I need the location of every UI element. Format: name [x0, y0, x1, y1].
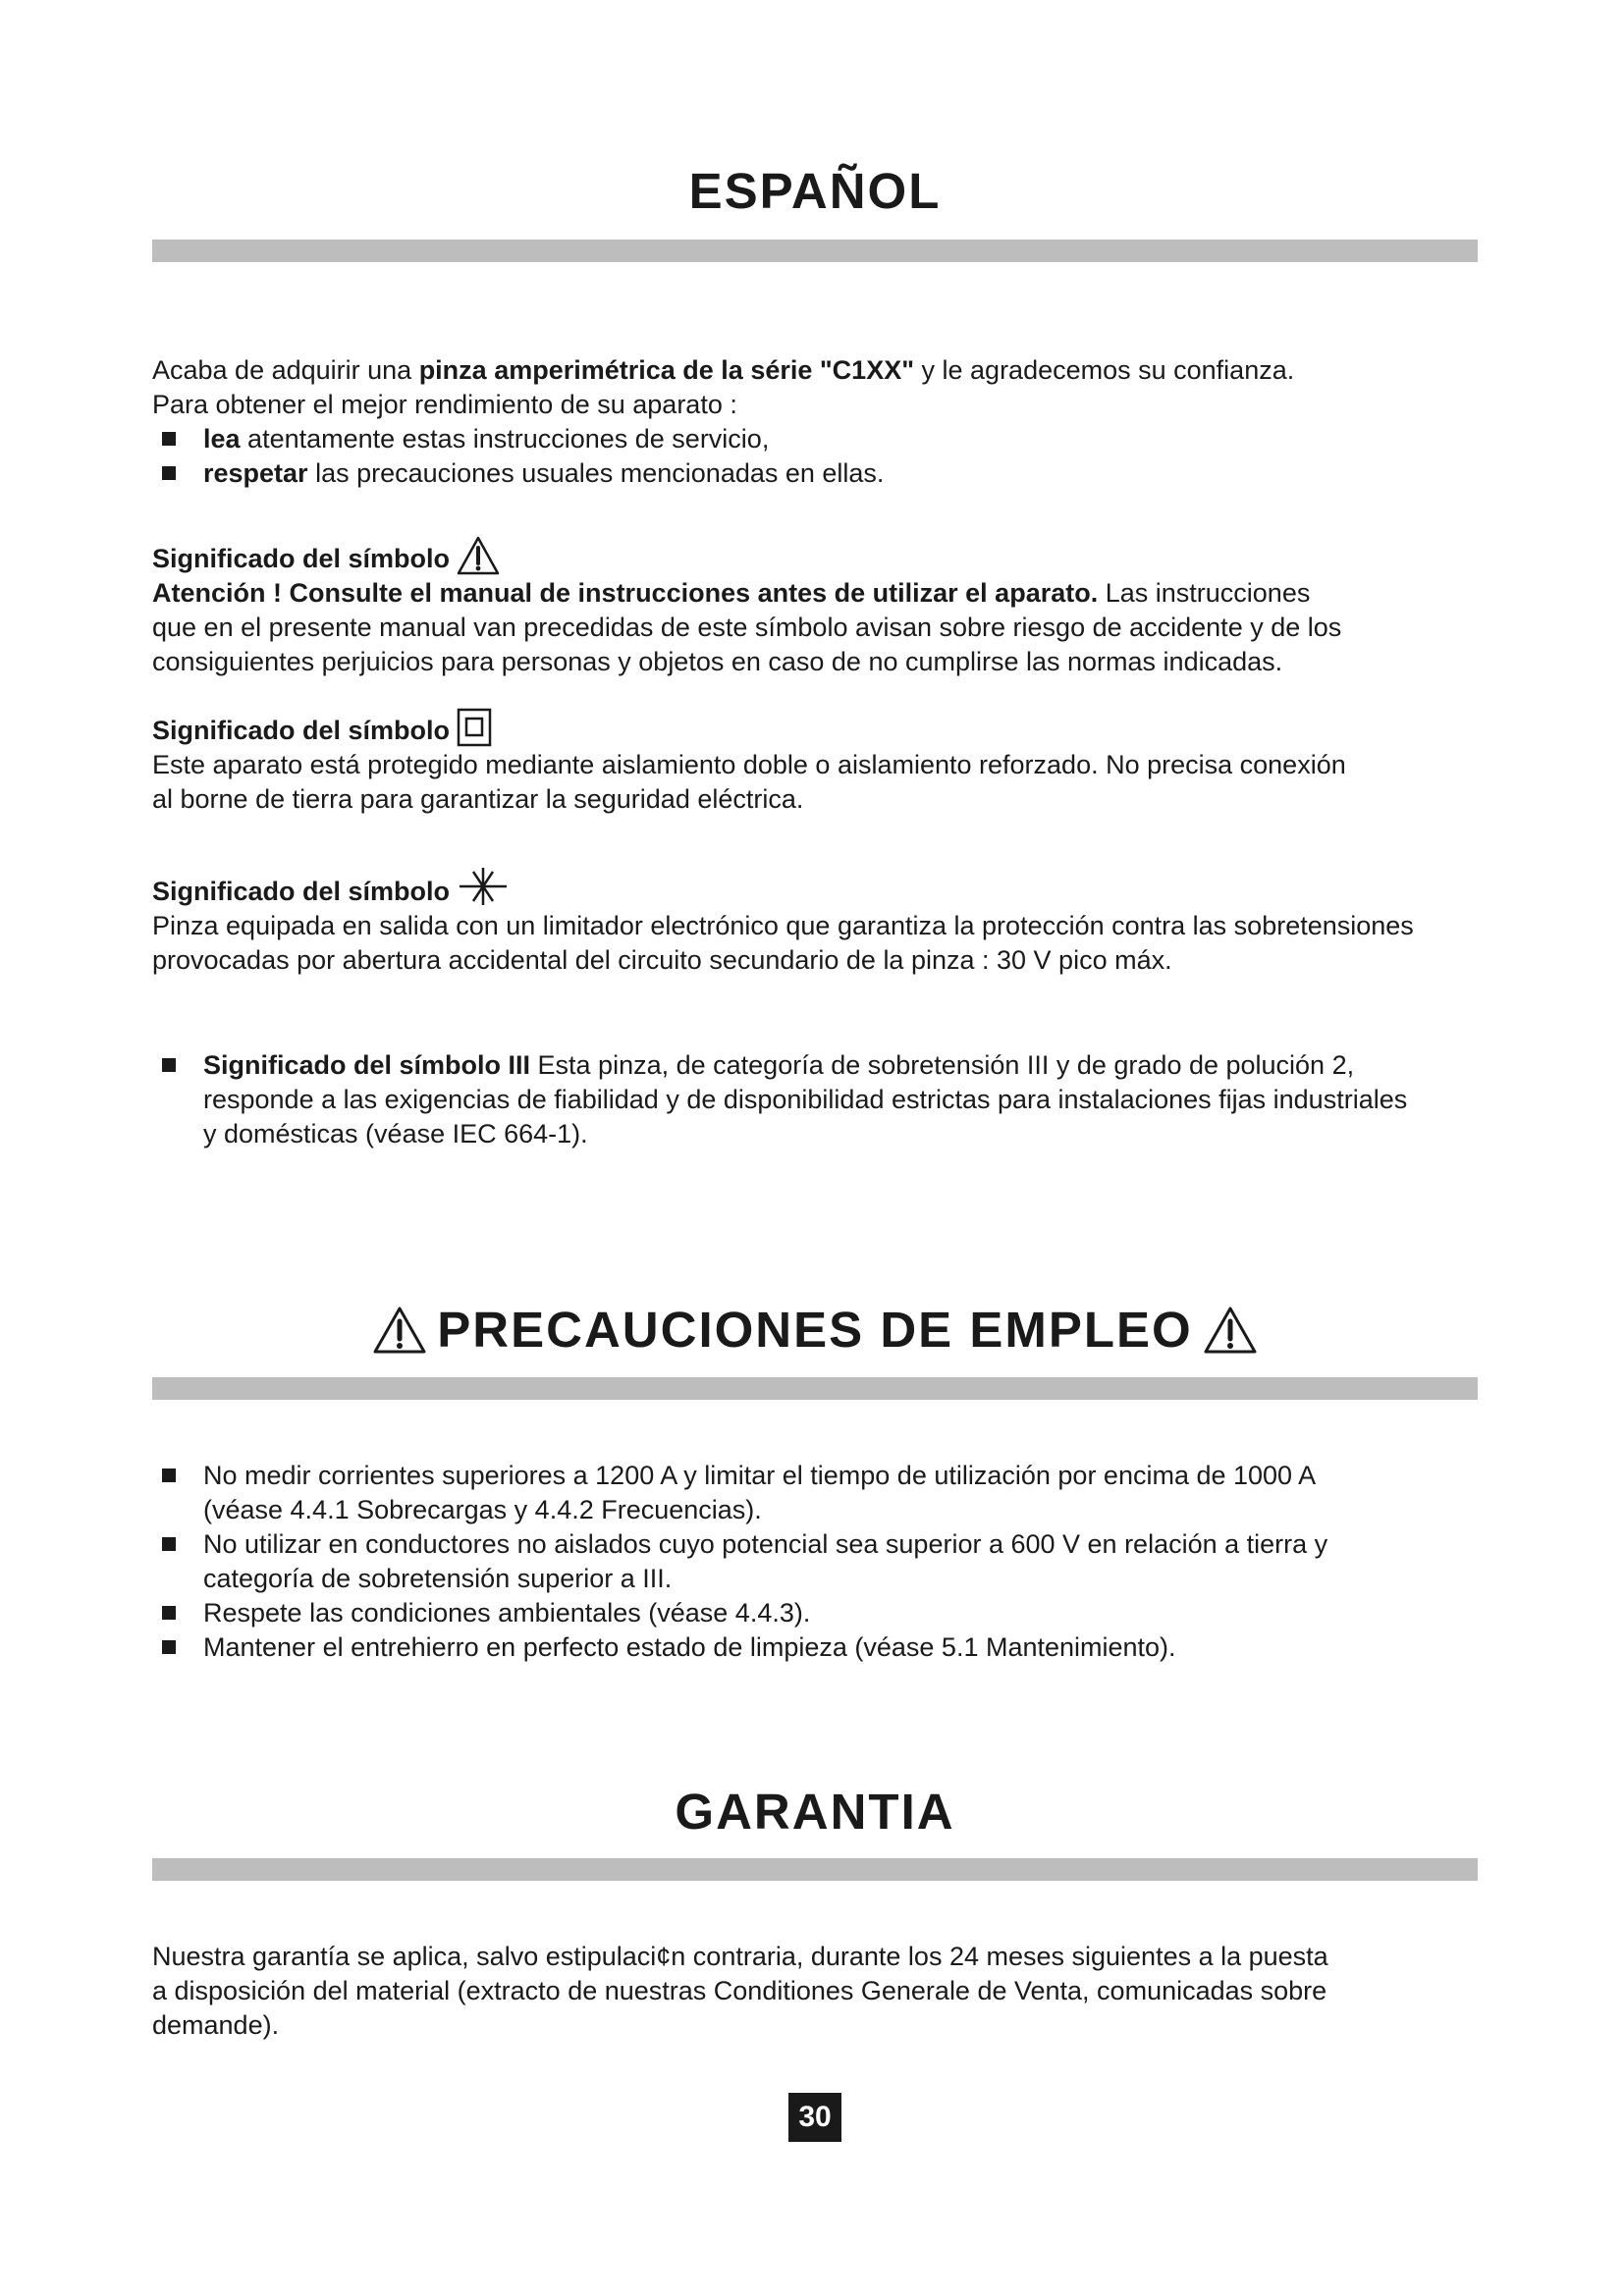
- symbol-heading: Significado del símbolo: [152, 535, 1527, 576]
- voltage-limiter-icon: [456, 864, 511, 909]
- section-title-garantia: GARANTIA: [675, 1784, 955, 1840]
- symbol-limiter-section: [152, 864, 1527, 978]
- section-title-precauciones: PRECAUCIONES DE EMPLEO: [152, 1301, 1478, 1367]
- precautions-list: [152, 1459, 1527, 1665]
- symbol-heading: Significado del símbolo: [152, 707, 1527, 748]
- list-item-continuation: (véase 4.4.1 Sobrecargas y 4.4.2 Frecuencias).: [203, 1495, 762, 1524]
- bullet-square-icon: [162, 432, 176, 446]
- list-item-continuation: categoría de sobretensión superior a III.: [203, 1564, 673, 1593]
- symbol-insulation-line-1: Este aparato está protegido mediante aislamiento doble o aislamiento reforzado. No precisa conexión: [152, 750, 1346, 779]
- symbol-warning-line-3: consiguientes perjuicios para personas y objetos en caso de no cumplirse las normas indicadas.: [152, 647, 1283, 676]
- symbol-heading: Significado del símbolo: [152, 864, 1527, 909]
- symbol-category-line-3: y domésticas (véase IEC 664-1).: [203, 1119, 588, 1148]
- list-item: Respete las condiciones ambientales (véase 4.4.3).: [152, 1596, 1527, 1630]
- warranty-paragraph: [152, 1940, 1527, 2043]
- list-item: respetar las precauciones usuales mencionadas en ellas.: [152, 456, 1527, 491]
- section-rule: [152, 1377, 1478, 1400]
- bullet-square-icon: [162, 1468, 176, 1482]
- symbol-category-line-2: responde a las exigencias de fiabilidad y de disponibilidad estrictas para instalaciones fijas industriales: [203, 1085, 1408, 1114]
- intro-line-2: Para obtener el mejor rendimiento de su aparato :: [152, 390, 737, 419]
- bullet-square-icon: [162, 1537, 176, 1551]
- warranty-line-3: demande).: [152, 2010, 280, 2040]
- bullet-square-icon: [162, 1606, 176, 1620]
- symbol-warning-section: [152, 535, 1527, 679]
- symbol-category-section: [152, 1048, 1527, 1151]
- warning-triangle-icon: [456, 535, 501, 576]
- intro-paragraph: [152, 353, 1527, 491]
- section-rule: [152, 240, 1478, 262]
- bullet-square-icon: [162, 466, 176, 480]
- list-item: Significado del símbolo III Esta pinza, de categoría de sobretensión III y de grado de polución 2,: [152, 1048, 1527, 1083]
- section-rule: [152, 1858, 1478, 1881]
- symbol-warning-line-1: Atención ! Consulte el manual de instrucciones antes de utilizar el aparato. Las instrucciones: [152, 578, 1311, 608]
- intro-line-1: Acaba de adquirir una pinza amperimétrica de la série "C1XX" y le agradecemos su confianza.: [152, 355, 1295, 385]
- warranty-line-2: a disposición del material (extracto de nuestras Conditiones Generale de Venta, comunicadas sobre: [152, 1976, 1327, 2005]
- warranty-line-1: Nuestra garantía se aplica, salvo estipulaci¢n contraria, durante los 24 meses siguientes a la puesta: [152, 1942, 1328, 1971]
- symbol-warning-line-2: que en el presente manual van precedidas de este símbolo avisan sobre riesgo de accidente y de los: [152, 613, 1342, 642]
- double-insulation-icon: [456, 707, 493, 748]
- list-item: lea atentamente estas instrucciones de servicio,: [152, 422, 1527, 456]
- warning-triangle-icon: [1203, 1306, 1258, 1355]
- list-item: Mantener el entrehierro en perfecto estado de limpieza (véase 5.1 Mantenimiento).: [152, 1630, 1527, 1665]
- list-item: No medir corrientes superiores a 1200 A y limitar el tiempo de utilización por encima de 1000 A: [152, 1459, 1527, 1493]
- bullet-square-icon: [162, 1058, 176, 1072]
- section-title-espanol: ESPAÑOL: [688, 163, 942, 219]
- warning-triangle-icon: [372, 1306, 427, 1355]
- bullet-square-icon: [162, 1640, 176, 1654]
- symbol-insulation-section: [152, 707, 1527, 817]
- symbol-limiter-line-2: provocadas por abertura accidental del circuito secundario de la pinza : 30 V pico máx.: [152, 945, 1172, 975]
- symbol-limiter-line-1: Pinza equipada en salida con un limitador electrónico que garantiza la protección contra las sobretensiones: [152, 911, 1414, 940]
- list-item: No utilizar en conductores no aislados cuyo potencial sea superior a 600 V en relación a tierra y: [152, 1527, 1527, 1562]
- page-number: 30: [788, 2093, 841, 2142]
- symbol-insulation-line-2: al borne de tierra para garantizar la seguridad eléctrica.: [152, 784, 804, 814]
